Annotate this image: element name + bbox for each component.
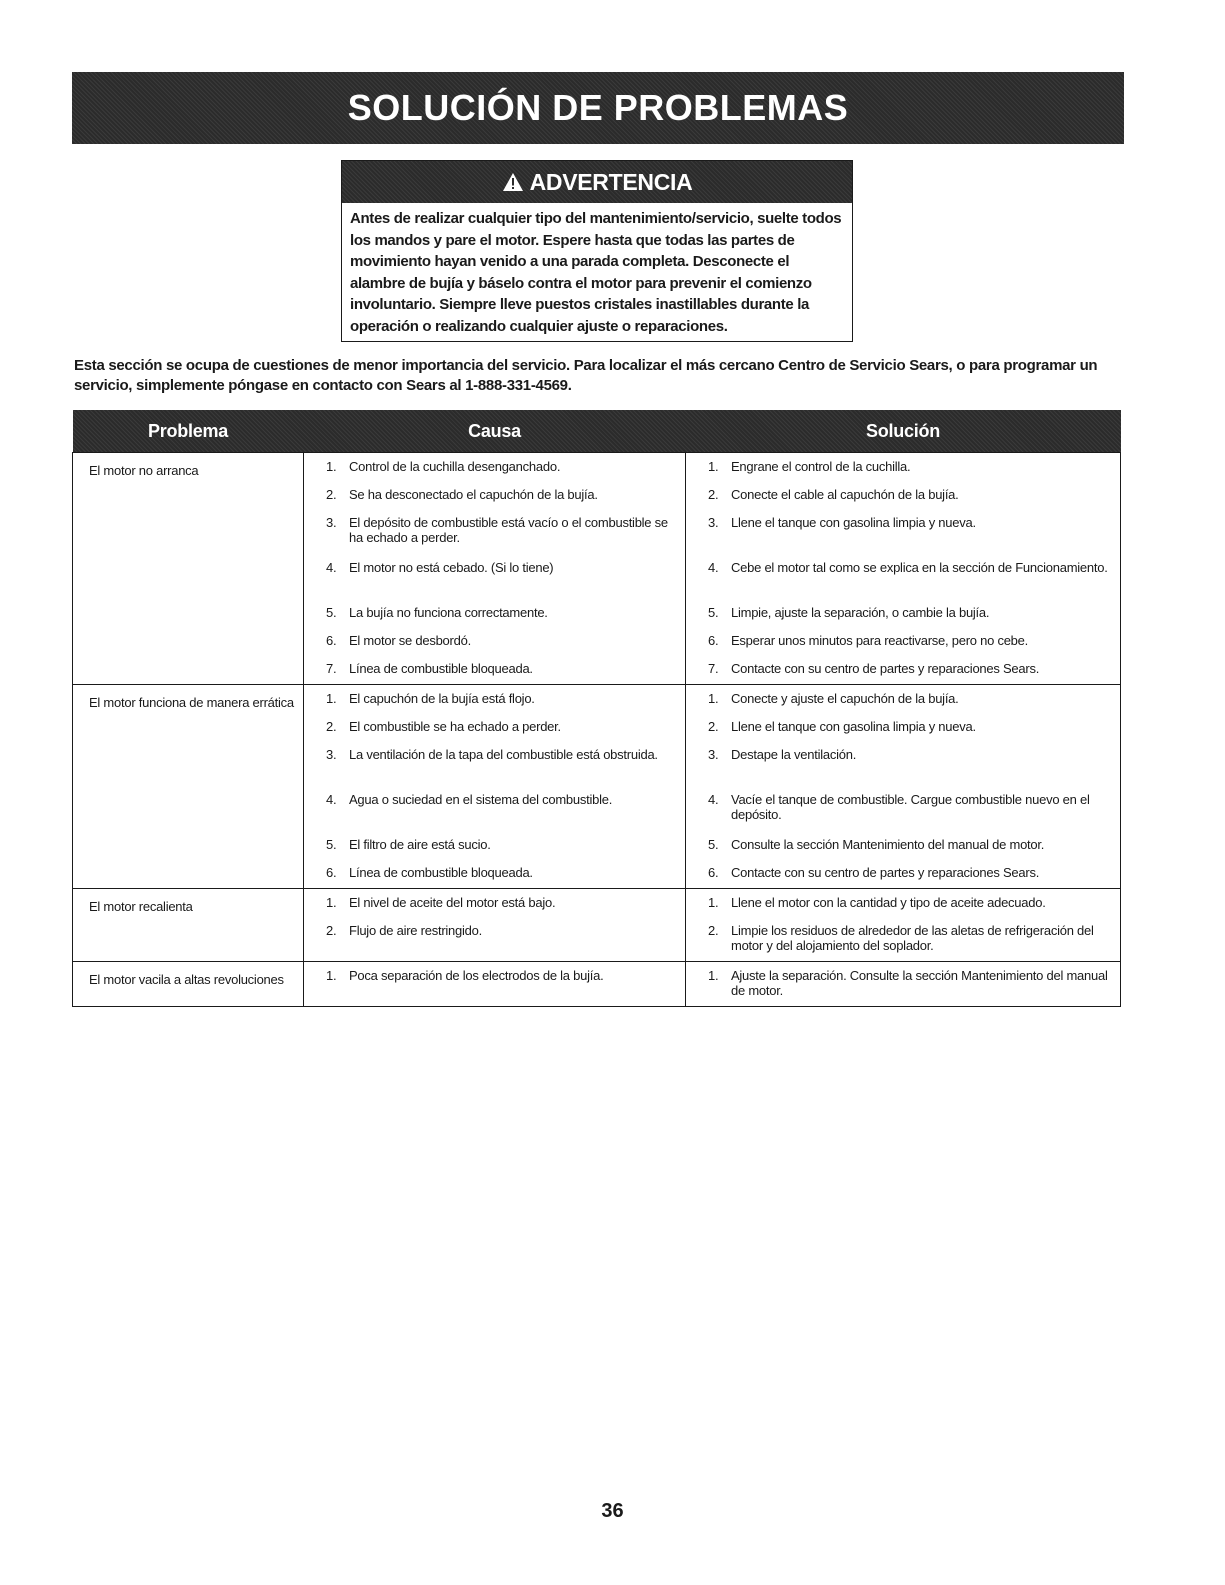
- problem-cell: El motor vacila a altas revoluciones: [73, 962, 304, 1007]
- cause-item: 3. El depósito de combustible está vacío o el combustible se ha echado a perder.: [326, 515, 668, 545]
- table-row: [73, 889, 1121, 962]
- problem-cell: El motor funciona de manera errática: [73, 685, 304, 889]
- cause-item: 7. Línea de combustible bloqueada.: [326, 661, 533, 676]
- solution-cell: [686, 453, 1121, 685]
- cause-item: 2. El combustible se ha echado a perder.: [326, 719, 561, 734]
- intro-paragraph: Esta sección se ocupa de cuestiones de menor importancia del servicio. Para localizar el más cercano Centro de Servicio Sears, o para programar un servicio, simplemente póngase en contacto con Sears al 1-888-331-4569.: [74, 357, 1098, 394]
- solution-item: 6. Esperar unos minutos para reactivarse, pero no cebe.: [708, 633, 1029, 648]
- table-header-row: [73, 410, 1121, 453]
- solution-item: 2. Llene el tanque con gasolina limpia y nueva.: [708, 719, 976, 734]
- cause-item: 4. Agua o suciedad en el sistema del combustible.: [326, 792, 613, 807]
- solution-item: 4. Vacíe el tanque de combustible. Cargue combustible nuevo en el depósito.: [708, 792, 1090, 822]
- cause-item: 1. Control de la cuchilla desenganchado.: [326, 459, 561, 474]
- page-title: SOLUCIÓN DE PROBLEMAS: [347, 87, 849, 128]
- cause-item: 5. El filtro de aire está sucio.: [326, 837, 491, 852]
- cause-cell: [304, 962, 686, 1007]
- cause-cell: [304, 889, 686, 962]
- cause-item: 2. Flujo de aire restringido.: [326, 923, 482, 938]
- table-row: [73, 453, 1121, 685]
- header-cause: Causa: [468, 420, 521, 441]
- warning-box: [341, 160, 853, 342]
- solution-item: 1. Conecte y ajuste el capuchón de la bujía.: [708, 691, 959, 706]
- solution-cell: [686, 889, 1121, 962]
- cause-item: 1. El capuchón de la bujía está flojo.: [326, 691, 535, 706]
- cause-item: 2. Se ha desconectado el capuchón de la bujía.: [326, 487, 598, 502]
- solution-item: 2. Limpie los residuos de alrededor de las aletas de refrigeración del motor y del alojamiento del soplador.: [708, 923, 1094, 953]
- header-problem: Problema: [147, 420, 229, 441]
- troubleshooting-table: [72, 410, 1121, 1007]
- solution-item: 5. Consulte la sección Mantenimiento del manual de motor.: [708, 837, 1045, 852]
- cause-item: 6. Línea de combustible bloqueada.: [326, 865, 533, 880]
- solution-cell: [686, 962, 1121, 1007]
- header-solution: Solución: [866, 420, 940, 441]
- cause-item: 1. El nivel de aceite del motor está bajo.: [326, 895, 556, 910]
- table-row: [73, 685, 1121, 889]
- solution-item: 2. Conecte el cable al capuchón de la bujía.: [708, 487, 959, 502]
- solution-item: 1. Engrane el control de la cuchilla.: [708, 459, 911, 474]
- solution-item: 6. Contacte con su centro de partes y reparaciones Sears.: [708, 865, 1040, 880]
- solution-item: 4. Cebe el motor tal como se explica en la sección de Funcionamiento.: [708, 560, 1108, 575]
- solution-item: 3. Destape la ventilación.: [708, 747, 857, 762]
- solution-item: 7. Contacte con su centro de partes y reparaciones Sears.: [708, 661, 1040, 676]
- solution-cell: [686, 685, 1121, 889]
- cause-item: 1. Poca separación de los electrodos de la bujía.: [326, 968, 604, 983]
- cause-item: 5. La bujía no funciona correctamente.: [326, 605, 548, 620]
- cause-item: 4. El motor no está cebado. (Si lo tiene): [326, 560, 554, 575]
- problem-cell: El motor no arranca: [73, 453, 304, 685]
- cause-item: 3. La ventilación de la tapa del combustible está obstruida.: [326, 747, 658, 762]
- solution-item: 3. Llene el tanque con gasolina limpia y nueva.: [708, 515, 976, 530]
- problem-cell: El motor recalienta: [73, 889, 304, 962]
- solution-item: 1. Ajuste la separación. Consulte la sección Mantenimiento del manual de motor.: [708, 968, 1108, 998]
- solution-item: 1. Llene el motor con la cantidad y tipo de aceite adecuado.: [708, 895, 1046, 910]
- table-row: [73, 962, 1121, 1007]
- page-number: 36: [601, 1500, 624, 1522]
- cause-item: 6. El motor se desbordó.: [326, 633, 471, 648]
- page-title-banner: [72, 72, 1124, 144]
- solution-item: 5. Limpie, ajuste la separación, o cambie la bujía.: [708, 605, 990, 620]
- cause-cell: [304, 453, 686, 685]
- warning-text: Antes de realizar cualquier tipo del mantenimiento/servicio, suelte todos los mandos y pare el motor. Espere hasta que todas las partes de movimiento hayan venido a una parada completa. Desconecte el alambre de bujía y báselo contra el motor para prevenir el comienzo involuntario. Siempre lleve puestos cristales inastillables durante la operación o realizando cualquier ajuste o reparaciones.: [350, 210, 842, 335]
- cause-cell: [304, 685, 686, 889]
- warning-header: [342, 161, 852, 203]
- warning-triangle-icon: [502, 172, 524, 192]
- warning-heading: ADVERTENCIA: [529, 168, 693, 195]
